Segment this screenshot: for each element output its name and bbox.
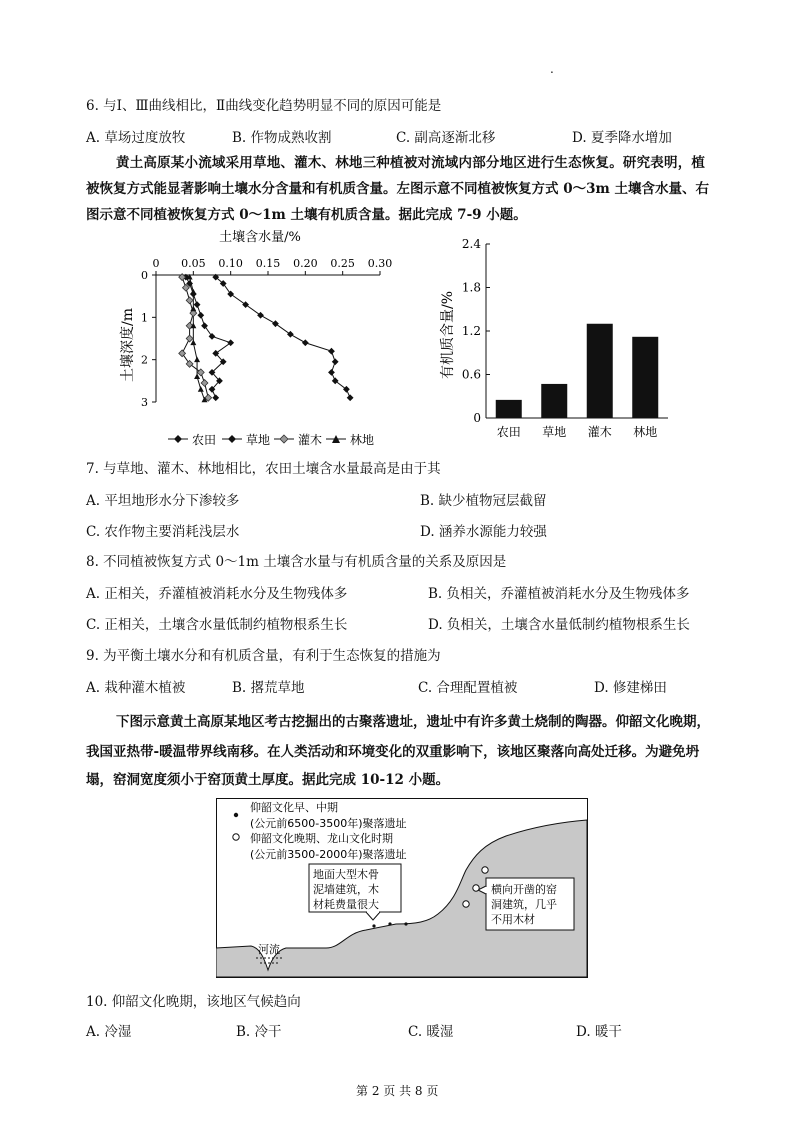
organic-category-label: 草地 <box>542 425 567 439</box>
q9-option-a: A. 栽种灌木植被 <box>86 680 186 696</box>
moisture-point-shrub <box>186 335 193 342</box>
intro-10-12-line-2: 我国亚热带-暖温带界线南移。在人类活动和环境变化的双重影响下，该地区聚落向高处迁移。为避免坍 <box>86 744 700 760</box>
moisture-series <box>179 274 354 403</box>
organic-bar-grassland <box>541 384 567 418</box>
legend-marker-shrub <box>280 435 288 443</box>
q7-option-d: D. 涵养水源能力较强 <box>420 524 547 540</box>
moisture-point-farmland <box>332 358 339 365</box>
q9-option-c: C. 合理配置植被 <box>418 680 518 696</box>
moisture-point-farmland <box>227 291 234 298</box>
question-7-stem: 7. 与草地、灌木、林地相比，农田土壤含水量最高是由于其 <box>86 461 441 477</box>
moisture-point-farmland <box>272 320 279 327</box>
organic-matter-chart <box>432 230 682 450</box>
legend-label-shrub: 灌木 <box>298 433 323 447</box>
moisture-point-farmland <box>328 348 335 355</box>
moisture-y-tick-label: 2 <box>141 353 148 367</box>
legend-early-line-1: 仰韶文化早、中期 <box>250 801 338 814</box>
moisture-point-grassland <box>212 394 219 401</box>
late-settlement-site <box>482 867 488 873</box>
moisture-point-grassland <box>201 322 208 329</box>
late-settlement-legend-icon <box>233 834 239 840</box>
moisture-legend <box>168 432 374 447</box>
legend-late-line-2: (公元前3500-2000年)聚落遗址 <box>250 848 407 861</box>
legend-marker-farmland <box>174 435 182 443</box>
early-settlement-legend-icon <box>234 813 238 817</box>
late-settlement-site <box>473 885 479 891</box>
organic-y-tick-label: 0 <box>473 411 481 425</box>
organic-bar-shrub <box>587 324 613 418</box>
moisture-point-farmland <box>287 331 294 338</box>
callout-right-line-3: 不用木材 <box>491 913 535 926</box>
q10-option-d: D. 暖干 <box>576 1024 622 1040</box>
late-settlement-site <box>463 901 469 907</box>
moisture-point-farmland <box>302 339 309 346</box>
callout-right-line-1: 横向开凿的窑 <box>491 883 557 896</box>
q6-option-c: C. 副高逐渐北移 <box>396 130 496 146</box>
moisture-point-shrub <box>179 350 186 357</box>
organic-bars <box>496 324 659 439</box>
moisture-point-grassland <box>197 312 204 319</box>
legend-late-line-1: 仰韶文化晚期、龙山文化时期 <box>250 832 393 845</box>
settlement-diagram <box>216 798 588 978</box>
moisture-y-tick-label: 0 <box>141 269 148 282</box>
moisture-point-forest <box>194 356 200 362</box>
early-settlement-dot <box>404 922 407 925</box>
intro-7-9-line-1: 黄土高原某小流域采用草地、灌木、林地三种植被对流域内部分地区进行生态恢复。研究表明，植 <box>116 155 706 171</box>
q8-option-a: A. 正相关，乔灌植被消耗水分及生物残体多 <box>86 586 348 602</box>
moisture-x-tick-label: 0.20 <box>293 257 318 270</box>
header-mark: . <box>550 62 554 76</box>
organic-bar-forest <box>632 337 658 418</box>
moisture-x-tick-label: 0.25 <box>330 257 355 270</box>
moisture-y-tick-label: 1 <box>141 311 148 325</box>
moisture-x-tick-label: 0.30 <box>367 257 393 270</box>
moisture-chart-title: 土壤含水量/% <box>219 230 301 245</box>
q10-option-c: C. 暖湿 <box>408 1024 454 1040</box>
early-settlement-dot <box>388 922 391 925</box>
q10-option-b: B. 冷干 <box>236 1024 282 1040</box>
moisture-y-tick-label: 3 <box>141 396 148 409</box>
early-settlement-dot <box>372 924 375 927</box>
q6-option-d: D. 夏季降水增加 <box>572 130 672 146</box>
moisture-point-grassland <box>227 339 234 346</box>
intro-10-12-line-3: 塌，窑洞宽度须小于窑顶黄土厚度。据此完成 10-12 小题。 <box>86 772 450 788</box>
moisture-x-tick-label: 0 <box>152 257 160 270</box>
legend-marker-grassland <box>228 435 236 443</box>
q8-option-b: B. 负相关，乔灌植被消耗水分及生物残体多 <box>428 586 690 602</box>
organic-category-label: 灌木 <box>587 425 612 439</box>
soil-moisture-chart <box>110 225 410 455</box>
organic-y-tick-label: 1.2 <box>461 324 481 338</box>
question-10-stem: 10. 仰韶文化晚期，该地区气候趋向 <box>86 994 301 1010</box>
moisture-chart-ylabel: 土壤深度/m <box>120 308 136 382</box>
organic-chart-ylabel: 有机质含量/% <box>440 290 456 380</box>
organic-bar-farmland <box>496 400 522 418</box>
moisture-x-tick-label: 0.10 <box>218 257 243 270</box>
moisture-point-grassland <box>194 301 201 308</box>
intro-10-12-line-1: 下图示意黄土高原某地区考古挖掘出的古聚落遗址，遗址中有许多黄土烧制的陶器。仰韶文化晚期， <box>116 714 710 730</box>
organic-y-tick-label: 1.8 <box>461 280 481 295</box>
moisture-point-farmland <box>328 369 335 376</box>
callout-left-line-3: 材耗费量很大 <box>313 898 379 911</box>
question-9-stem: 9. 为平衡土壤水分和有机质含量，有利于生态恢复的措施为 <box>86 648 441 664</box>
organic-y-tick-label: 0.6 <box>461 367 481 382</box>
q7-option-b: B. 缺少植物冠层截留 <box>420 493 547 509</box>
moisture-ticks <box>141 257 392 409</box>
organic-category-label: 农田 <box>496 425 521 439</box>
q7-option-c: C. 农作物主要消耗浅层水 <box>86 524 240 540</box>
moisture-point-farmland <box>347 394 354 401</box>
callout-right-line-2: 洞建筑，几乎 <box>491 898 557 911</box>
q8-option-c: C. 正相关，土壤含水量低制约植物根系生长 <box>86 617 348 633</box>
legend-early-line-2: (公元前6500-3500年)聚落遗址 <box>250 817 407 830</box>
intro-7-9-line-3: 图示意不同植被恢复方式 0～1m 土壤有机质含量。据此完成 7-9 小题。 <box>86 207 527 223</box>
moisture-point-shrub <box>201 380 208 387</box>
q6-option-a: A. 草场过度放牧 <box>86 130 186 146</box>
callout-left-line-1: 地面大型木骨 <box>313 868 379 881</box>
q9-option-b: B. 撂荒草地 <box>232 680 305 696</box>
moisture-point-farmland <box>257 312 264 319</box>
legend-label-grassland: 草地 <box>246 433 271 447</box>
question-6-stem: 6. 与Ⅰ、Ⅲ曲线相比，Ⅱ曲线变化趋势明显不同的原因可能是 <box>86 98 442 114</box>
legend-label-farmland: 农田 <box>192 433 217 447</box>
moisture-line-farmland <box>216 277 350 398</box>
q10-option-a: A. 冷湿 <box>86 1024 132 1040</box>
page-footer: 第 2 页 共 8 页 <box>356 1084 439 1098</box>
moisture-point-shrub <box>186 297 193 304</box>
moisture-x-tick-label: 0.05 <box>181 257 206 270</box>
moisture-x-tick-label: 0.15 <box>255 257 281 270</box>
q9-option-d: D. 修建梯田 <box>594 680 667 696</box>
legend-label-forest: 林地 <box>350 433 375 447</box>
question-8-stem: 8. 不同植被恢复方式 0～1m 土壤含水量与有机质含量的关系及原因是 <box>86 554 507 570</box>
q8-option-d: D. 负相关，土壤含水量低制约植物根系生长 <box>428 617 690 633</box>
callout-left-line-2: 泥墙建筑，木 <box>313 883 379 896</box>
organic-category-label: 林地 <box>633 425 658 439</box>
q7-option-a: A. 平坦地形水分下渗较多 <box>86 493 240 509</box>
moisture-point-grassland <box>209 333 216 340</box>
organic-y-tick-label: 2.4 <box>461 237 481 251</box>
intro-7-9-line-2: 被恢复方式能显著影响土壤水分含量和有机质含量。左图示意不同植被恢复方式 0～3m 土壤含水量、右 <box>86 181 709 197</box>
river-label: 河流 <box>258 943 280 956</box>
moisture-point-forest <box>198 386 204 392</box>
moisture-point-farmland <box>242 301 249 308</box>
q6-option-b: B. 作物成熟收割 <box>232 130 332 146</box>
